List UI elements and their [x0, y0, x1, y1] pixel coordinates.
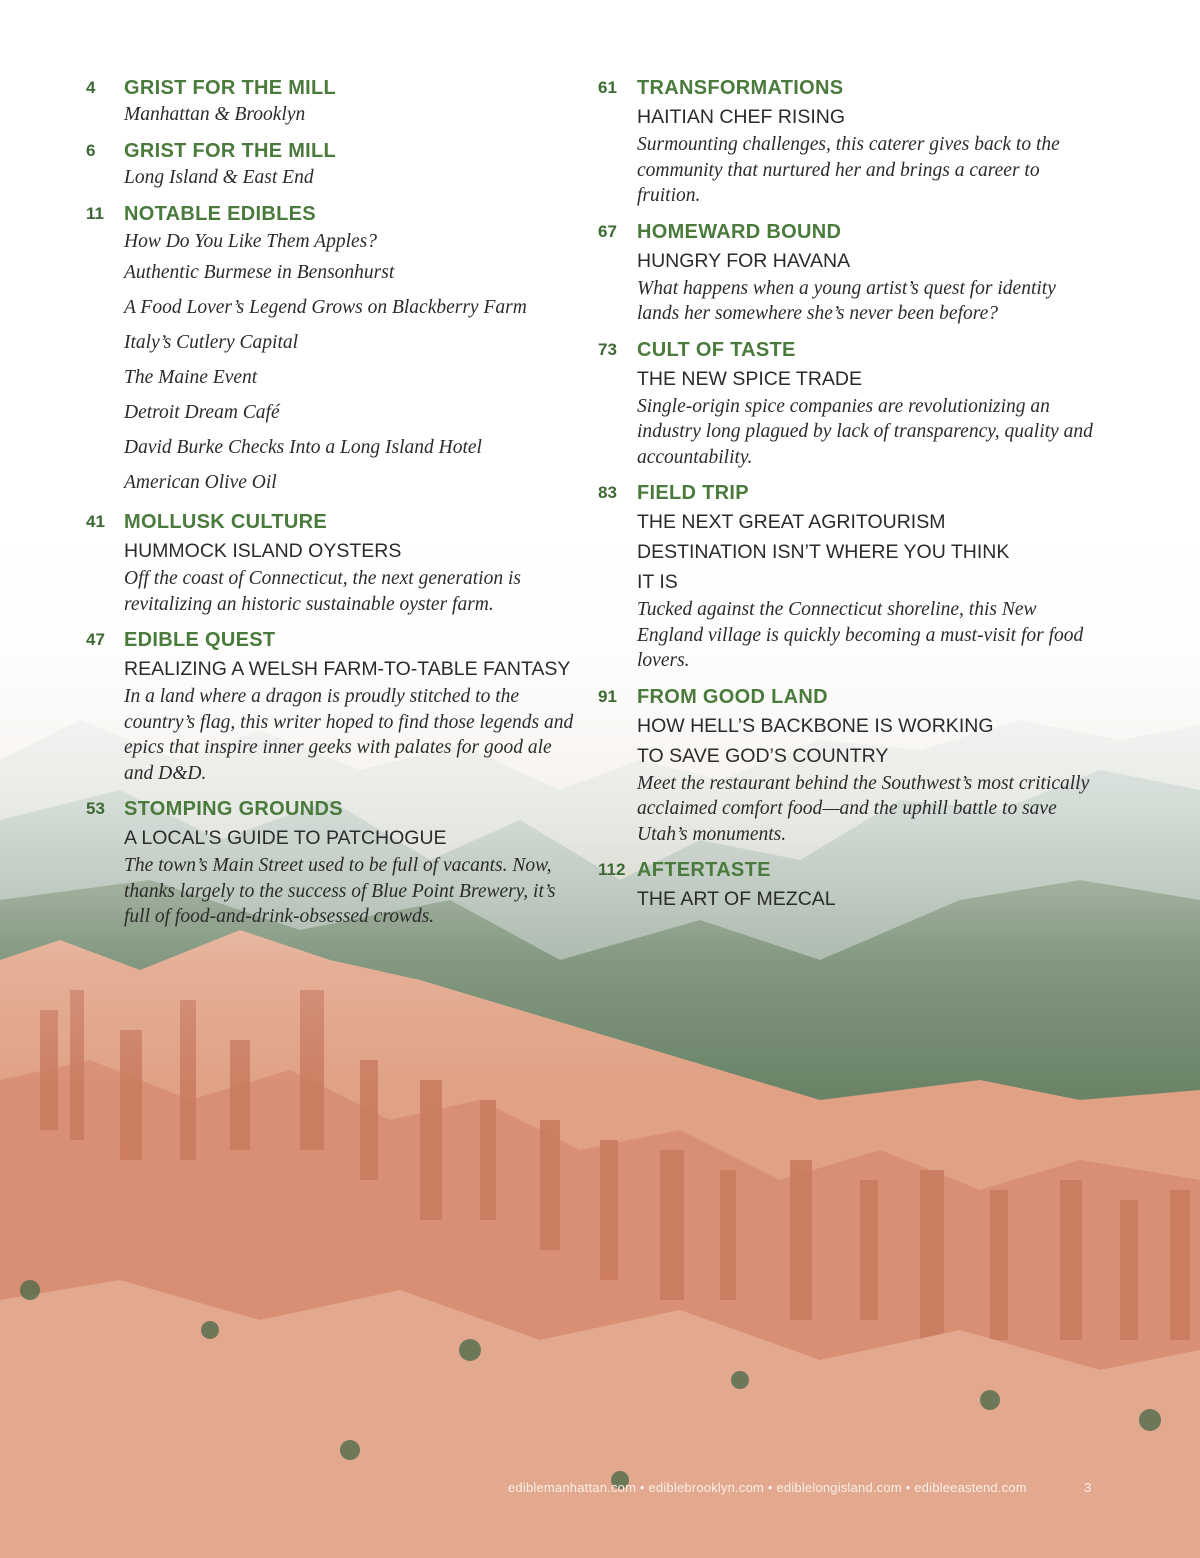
list-item[interactable]: American Olive Oil [124, 472, 277, 493]
folio-page-number: 3 [1084, 1480, 1092, 1495]
page-number: 41 [86, 512, 105, 531]
section-heading: EDIBLE QUEST [124, 629, 276, 651]
section-heading: MOLLUSK CULTURE [124, 511, 327, 533]
section-heading: HOMEWARD BOUND [637, 220, 842, 243]
article-description: Off the coast of Connecticut, the next generation is revitalizing an historic sustainable oyster farm. [124, 568, 521, 615]
toc-entry-transformations[interactable] [598, 74, 1098, 209]
article-title: THE NEXT GREAT AGRITOURISM DESTINATION ISN’T WHERE YOU THINK IT IS [637, 511, 1010, 593]
article-title: THE NEW SPICE TRADE [637, 367, 863, 390]
toc-entry-from-good-land[interactable] [598, 683, 1098, 848]
section-heading: FIELD TRIP [637, 482, 749, 504]
section-heading: GRIST FOR THE MILL [124, 140, 337, 162]
list-item[interactable]: Detroit Dream Café [124, 402, 280, 423]
page-number: 47 [86, 630, 105, 649]
article-description: Single-origin spice companies are revolutionizing an industry long plagued by lack of transparency, quality and accountability. [637, 395, 1093, 468]
article-description: The town’s Main Street used to be full of vacants. Now, thanks largely to the success of Blue Point Brewery, it’s full of food-and-drink-obsessed crowds. [124, 855, 556, 927]
article-description: What happens when a young artist’s quest for identity lands her somewhere she’s never been before? [637, 277, 1056, 324]
list-item[interactable]: A Food Lover’s Legend Grows on Blackberry Farm [124, 297, 527, 318]
article-title: HAITIAN CHEF RISING [637, 106, 846, 128]
article-title: HUNGRY FOR HAVANA [637, 249, 851, 272]
toc-entry-mollusk-culture[interactable] [86, 508, 576, 617]
section-heading: STOMPING GROUNDS [124, 798, 343, 820]
section-heading: CULT OF TASTE [637, 338, 796, 361]
article-title: REALIZING A WELSH FARM-TO-TABLE FANTASY [124, 658, 571, 680]
page-number: 53 [86, 799, 105, 818]
section-heading: FROM GOOD LAND [637, 685, 828, 708]
toc-entry-homeward-bound[interactable] [598, 218, 1098, 327]
toc-entry-grist-manhattan[interactable] [86, 74, 576, 128]
list-item[interactable]: Authentic Burmese in Bensonhurst [124, 262, 395, 283]
section-subtitle: Long Island & East End [124, 167, 314, 188]
list-item[interactable]: David Burke Checks Into a Long Island Hotel [124, 437, 482, 458]
toc-entry-aftertaste[interactable] [598, 856, 1098, 914]
toc-entry-field-trip[interactable] [598, 479, 1098, 674]
section-heading: TRANSFORMATIONS [637, 77, 844, 99]
article-description: Tucked against the Connecticut shoreline, this New England village is quickly becoming a must-visit for food lovers. [637, 599, 1084, 671]
article-title: THE ART OF MEZCAL [637, 888, 836, 910]
toc-entry-cult-of-taste[interactable] [598, 336, 1098, 471]
article-description: Surmounting challenges, this caterer gives back to the community that nurtured her and brings a career to fruition. [637, 134, 1060, 206]
article-title: A LOCAL’S GUIDE TO PATCHOGUE [124, 827, 447, 849]
page-number: 11 [86, 204, 104, 223]
article-description: Meet the restaurant behind the Southwest’s most critically acclaimed comfort food—and the uphill battle to save Utah’s monuments. [637, 772, 1090, 845]
page-number: 67 [598, 221, 617, 241]
article-title: HOW HELL’S BACKBONE IS WORKING TO SAVE GOD’S COUNTRY [637, 714, 994, 767]
toc-entry-stomping-grounds[interactable] [86, 795, 576, 930]
list-item[interactable]: Italy’s Cutlery Capital [124, 332, 299, 353]
list-item[interactable]: How Do You Like Them Apples? [124, 231, 377, 252]
section-heading: GRIST FOR THE MILL [124, 77, 337, 99]
article-description: In a land where a dragon is proudly stitched to the country’s flag, this writer hoped to find those legends and epics that inspire inner geeks with palates for good ale and D&D. [124, 686, 574, 784]
toc-left-column [86, 74, 576, 930]
section-heading: AFTERTASTE [637, 859, 771, 881]
page-number: 73 [598, 339, 617, 359]
article-title: HUMMOCK ISLAND OYSTERS [124, 540, 402, 562]
page-number: 112 [598, 860, 626, 879]
toc-right-column [598, 74, 1098, 914]
list-item[interactable]: The Maine Event [124, 367, 258, 388]
section-subtitle: Manhattan & Brooklyn [124, 104, 306, 125]
toc-entry-edible-quest[interactable] [86, 626, 576, 786]
page-number: 6 [86, 141, 96, 160]
section-heading: NOTABLE EDIBLES [124, 203, 316, 225]
toc-entry-grist-long-island[interactable] [86, 137, 576, 191]
toc-entry-notable-edibles[interactable] [86, 200, 576, 500]
page-number: 61 [598, 78, 617, 97]
page-number: 91 [598, 686, 617, 706]
page-number: 4 [86, 78, 96, 97]
footer-websites[interactable]: ediblemanhattan.com • ediblebrooklyn.com • ediblelongisland.com • edibleeastend.com [508, 1480, 1027, 1495]
page-number: 83 [598, 483, 617, 502]
